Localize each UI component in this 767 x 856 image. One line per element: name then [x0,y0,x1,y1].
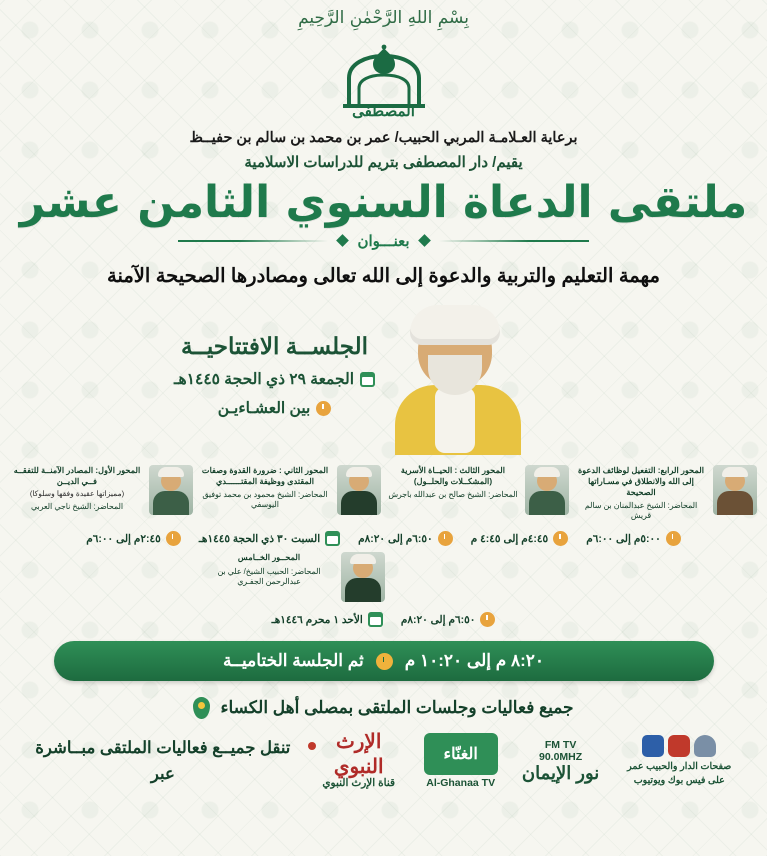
venue-label: جميع فعاليات وجلسات الملتقى بمصلى أهل الكساء [220,698,574,718]
divider-left [439,240,589,242]
channel-logo-irth: الإرث النبوي [333,731,384,779]
schedule-chip-6 [272,612,383,627]
social-icons[interactable] [618,735,741,757]
logo-caption: المصطفى [352,103,415,120]
axis-sub-1: (مميزاتها عقيدة وفقها وسلوكا) [29,489,125,499]
subtitle-label: بعنـــوان [357,232,410,250]
opening-session-title: الجلســة الافتتاحيــة [181,333,368,360]
speaker-photo-4 [713,465,757,515]
clock-icon [666,531,681,546]
clock-icon [553,531,568,546]
schedule-label-3: ٦:٥٠م إلى ٨:٢٠م [358,532,433,545]
axes-section [0,465,767,627]
axes-row-1 [8,465,759,521]
schedule-label-2: السبت ٣٠ ذي الحجة ١٤٤٥هـ [198,532,321,545]
radio-name: نور الإيمان [521,762,600,783]
schedule-label-5: ٥:٠٠م إلى ٦:٠٠م [586,532,661,545]
broadcast-note-text: تنقل جميــع فعاليات الملتقى مبــاشرة عبر [35,739,291,784]
opening-speaker-photo [383,307,533,455]
opening-date-label: الجمعة ٢٩ ذي الحجة ١٤٤٥هـ [173,371,355,389]
closing-session-label: ثم الجلسة الختاميــة [222,651,364,671]
axis-card-2 [199,465,381,515]
youtube-icon[interactable] [668,735,690,757]
schedule-chip-1 [86,531,181,546]
axis-lecturer-4: المحاضر: الشيخ عبدالمنان بن سالم قريش [584,501,698,521]
diamond-icon-2 [337,234,350,247]
clock-icon [166,531,181,546]
axis-title-3: المحور الثالث : الحيــاة الأسرية (المشكــلات والحلــول) [400,466,506,487]
venue-line [0,697,767,719]
dar-al-mustafa-logo-icon [325,44,443,122]
axis-text-2 [199,465,332,510]
axis-card-1 [11,465,193,515]
channel-logo-alghanaa: الغنّاء [424,733,498,775]
channel-alghanaa [418,733,504,789]
axis-lecturer-3: المحاضر: الشيخ صالح بن عبدالله باجرش [388,490,518,500]
basmala [0,0,767,38]
closing-session-time: ٨:٢٠ م إلى ١٠:٢٠ م [404,651,545,671]
radio-block [504,739,618,784]
microphone-icon[interactable] [694,735,716,757]
speaker-photo-1 [149,465,193,515]
axis-text-5 [203,552,336,586]
schedule-chip-3 [358,531,453,546]
axis-lecturer-5: المحاضر: الحبيب الشيخ/ علي بن عبدالرحمن الجفـري [217,566,321,586]
clock-icon [438,531,453,546]
social-text: صفحات الدار والحبيب عمر على فيس بوك ويوتيوب [627,761,732,786]
channel-name-alghanaa: Al-Ghanaa TV [426,777,496,790]
opening-session-text [174,307,375,418]
opening-session-time [174,399,375,418]
closing-session-bar [54,641,714,681]
event-subject: مهمة التعليم والتربية والدعوة إلى الله تعالى ومصادرها الصحيحة الآمنة [106,264,660,287]
bullet-icon [308,742,316,750]
clock-icon [316,401,331,416]
clock-icon [480,612,495,627]
schedule-chip-2 [199,531,340,546]
axis-title-5: المحــور الخــامس [237,553,301,563]
schedule-label-7: ٦:٥٠م إلى ٨:٢٠م [400,613,476,626]
axis-card-4 [575,465,757,521]
clock-icon [376,653,393,670]
dome-icon [325,44,443,110]
radio-frequency: 90.0MHZ [539,750,583,763]
calendar-icon [325,531,340,546]
axis-title-1: المحور الأول: المصادر الآمنــة للتفقــه فــي الديــن [13,466,141,487]
schedule-label-1: ٢:٤٥م إلى ٦:٠٠م [86,532,161,545]
speaker-photo-5 [341,552,385,602]
subtitle-divider [0,232,767,250]
diamond-icon [418,234,431,247]
calendar-icon [360,372,375,387]
patronage-line: برعاية العـلامـة المربي الحبيب/ عمر بن محمد بن سالم بن حفيــظ [189,130,578,146]
organizer-line: يقيم/ دار المصطفى بتريم للدراسات الاسلامية [244,154,523,171]
channel-name-irth: قناة الإرث النبوي [322,777,396,790]
axis-card-3 [387,465,569,515]
broadcast-section [0,719,767,789]
opening-session-date [174,370,375,389]
schedule-chip-7 [401,612,496,627]
axis-lecturer-2: المحاضر: الشيخ محمود بن محمد توفيق اليوسفي [202,490,328,510]
speaker-photo-3 [525,465,569,515]
axes-row-2 [8,552,759,602]
location-pin-icon [193,697,210,719]
axis-text-3 [387,465,520,500]
axis-text-4 [575,465,708,521]
axis-text-1 [11,465,144,513]
social-block[interactable] [618,735,741,788]
radio-frequency-label: FM TV [544,738,577,751]
schedule-label-4: ٤:٤٥م إلى ٤:٤٥ م [470,532,549,545]
speaker-photo-2 [337,465,381,515]
basmala-text: بِسْمِ اللهِ الرَّحْمٰنِ الرَّحِيمِ [298,8,469,28]
opening-time-label: بين العشـاءيـن [217,400,311,418]
page-title: ملتقى الدعاة السنوي الثامن عشر [19,177,748,228]
schedule-chip-4 [471,531,568,546]
logo-container [0,44,767,122]
channel-irth-nabawi [316,733,402,789]
schedule-label-6: الأحد ١ محرم ١٤٤٦هـ [271,613,363,626]
facebook-icon[interactable] [642,735,664,757]
opening-session [0,307,767,455]
axis-title-4: المحور الرابع: التفعيل لوظائف الدعوة إلى الله والانطلاق في مسـاراتها الصحيحة [578,466,704,498]
broadcast-note [26,735,316,788]
divider-right [178,240,328,242]
axis-lecturer-1: المحاضر: الشيخ ناجي العربي [30,502,124,512]
channels-list [316,733,504,789]
axis-title-2: المحور الثاني : ضرورة القدوة وصفات المقتدى ووظيفة المقتــــــدي [201,466,329,487]
schedule-row-1 [8,531,759,546]
axis-card-5 [203,552,385,602]
schedule-chip-5 [586,531,681,546]
calendar-icon [368,612,383,627]
schedule-row-2 [8,612,759,627]
